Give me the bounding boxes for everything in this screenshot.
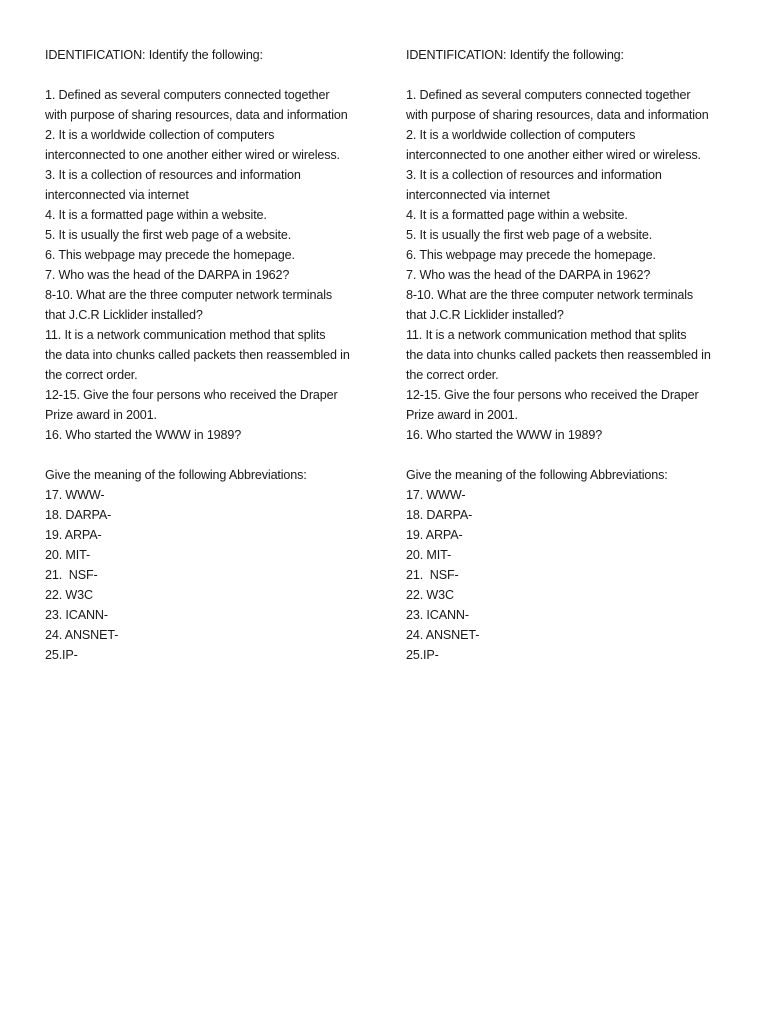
spacer [406,445,746,465]
question-12-15-line-1: 12-15. Give the four persons who received the Draper [45,388,338,402]
question-12-15-line-1: 12-15. Give the four persons who received the Draper [406,388,699,402]
question-1-line-2: with purpose of sharing resources, data and information [45,108,348,122]
question-11-line-1: 11. It is a network communication method that splits [45,328,326,342]
section-heading: IDENTIFICATION: Identify the following: [406,48,624,62]
abbreviation-24: 24. ANSNET- [45,628,119,642]
question-7: 7. Who was the head of the DARPA in 1962? [406,268,651,282]
question-3-line-2: interconnected via internet [45,188,189,202]
abbreviation-list [406,485,746,665]
spacer [406,65,746,85]
question-11-line-2: the data into chunks called packets then reassembled in [406,348,711,362]
question-4: 4. It is a formatted page within a website. [406,208,628,222]
abbreviation-22: 22. W3C [406,588,454,602]
abbreviation-list [45,485,385,665]
abbreviation-17: 17. WWW- [406,488,466,502]
question-5: 5. It is usually the first web page of a website. [406,228,653,242]
abbreviation-20: 20. MIT- [406,548,451,562]
question-3-line-1: 3. It is a collection of resources and information [45,168,301,182]
question-8-10-line-2: that J.C.R Licklider installed? [45,308,203,322]
abbreviation-20: 20. MIT- [45,548,90,562]
question-2-line-2: interconnected to one another either wired or wireless. [45,148,340,162]
abbreviation-19: 19. ARPA- [406,528,463,542]
question-8-10-line-1: 8-10. What are the three computer network terminals [45,288,333,302]
question-3-line-1: 3. It is a collection of resources and information [406,168,662,182]
question-3-line-2: interconnected via internet [406,188,550,202]
abbreviation-18: 18. DARPA- [406,508,473,522]
abbreviations-heading: Give the meaning of the following Abbreviations: [45,468,307,482]
question-4: 4. It is a formatted page within a website. [45,208,267,222]
spacer [45,65,385,85]
spacer [45,445,385,465]
section-heading: IDENTIFICATION: Identify the following: [45,48,263,62]
abbreviation-23: 23. ICANN- [45,608,108,622]
abbreviation-21: 21. NSF- [406,568,459,582]
question-2-line-1: 2. It is a worldwide collection of computers [406,128,636,142]
question-12-15-line-2: Prize award in 2001. [406,408,518,422]
question-16: 16. Who started the WWW in 1989? [406,428,603,442]
question-2-line-1: 2. It is a worldwide collection of computers [45,128,275,142]
question-7: 7. Who was the head of the DARPA in 1962? [45,268,290,282]
question-11-line-2: the data into chunks called packets then reassembled in [45,348,350,362]
question-list [406,85,746,445]
abbreviation-24: 24. ANSNET- [406,628,480,642]
abbreviation-18: 18. DARPA- [45,508,112,522]
question-1-line-1: 1. Defined as several computers connected together [45,88,330,102]
question-12-15-line-2: Prize award in 2001. [45,408,157,422]
quiz-column-left [45,45,385,665]
question-16: 16. Who started the WWW in 1989? [45,428,242,442]
question-11-line-1: 11. It is a network communication method that splits [406,328,687,342]
abbreviations-heading: Give the meaning of the following Abbreviations: [406,468,668,482]
question-6: 6. This webpage may precede the homepage. [406,248,656,262]
abbreviation-21: 21. NSF- [45,568,98,582]
question-list [45,85,385,445]
question-1-line-1: 1. Defined as several computers connected together [406,88,691,102]
question-11-line-3: the correct order. [406,368,499,382]
abbreviation-19: 19. ARPA- [45,528,102,542]
quiz-column-right [406,45,746,665]
question-8-10-line-2: that J.C.R Licklider installed? [406,308,564,322]
abbreviation-23: 23. ICANN- [406,608,469,622]
question-2-line-2: interconnected to one another either wired or wireless. [406,148,701,162]
question-5: 5. It is usually the first web page of a website. [45,228,292,242]
abbreviation-17: 17. WWW- [45,488,105,502]
question-1-line-2: with purpose of sharing resources, data and information [406,108,709,122]
question-11-line-3: the correct order. [45,368,138,382]
question-8-10-line-1: 8-10. What are the three computer network terminals [406,288,694,302]
abbreviation-22: 22. W3C [45,588,93,602]
abbreviation-25: 25.IP- [45,648,78,662]
question-6: 6. This webpage may precede the homepage. [45,248,295,262]
abbreviation-25: 25.IP- [406,648,439,662]
